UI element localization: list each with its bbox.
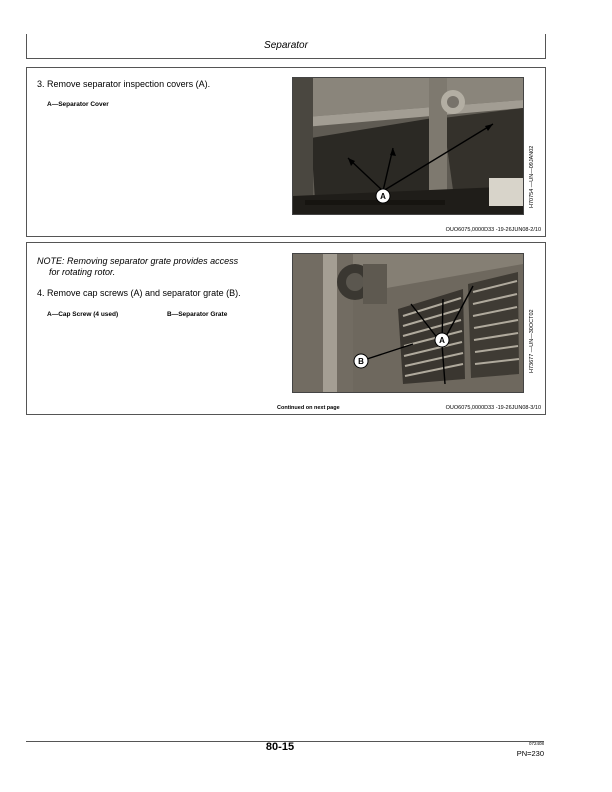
separator-grate-photo [292, 253, 524, 393]
note-line-2: for rotating rotor. [49, 267, 116, 277]
separator-cover-photo [292, 77, 524, 215]
legend-cap-screw: A—Cap Screw (4 used) [47, 311, 119, 318]
legend-separator-grate: B—Separator Grate [167, 311, 228, 318]
callout-b: B [358, 357, 364, 366]
section-title: Separator [264, 40, 308, 51]
date-code: 072408 [528, 741, 544, 746]
note-text [37, 256, 277, 278]
page-header [26, 34, 546, 59]
callout-a: A [380, 192, 386, 201]
photo-code: H73677 —UN—30OCT02 [529, 309, 535, 373]
legend-separator-cover: A—Separator Cover [47, 101, 109, 108]
pn-number: PN=230 [516, 749, 544, 758]
step-3-text: 3. Remove separator inspection covers (A). [37, 79, 211, 89]
callout-a: A [439, 336, 445, 345]
reference-code: OUO6075,0000D33 -19-26JUN08-3/10 [445, 405, 541, 411]
step-3-block [26, 67, 546, 237]
page-number: 80-15 [265, 741, 295, 753]
reference-code: OUO6075,0000D33 -19-26JUN08-2/10 [445, 227, 541, 233]
step-4-text: 4. Remove cap screws (A) and separator grate (B). [37, 288, 241, 298]
continued-note: Continued on next page [277, 405, 340, 411]
photo-code: H70754 —UN—09JAN02 [529, 145, 535, 208]
note-line-1: NOTE: Removing separator grate provides access [37, 256, 239, 266]
step-4-block [26, 242, 546, 415]
